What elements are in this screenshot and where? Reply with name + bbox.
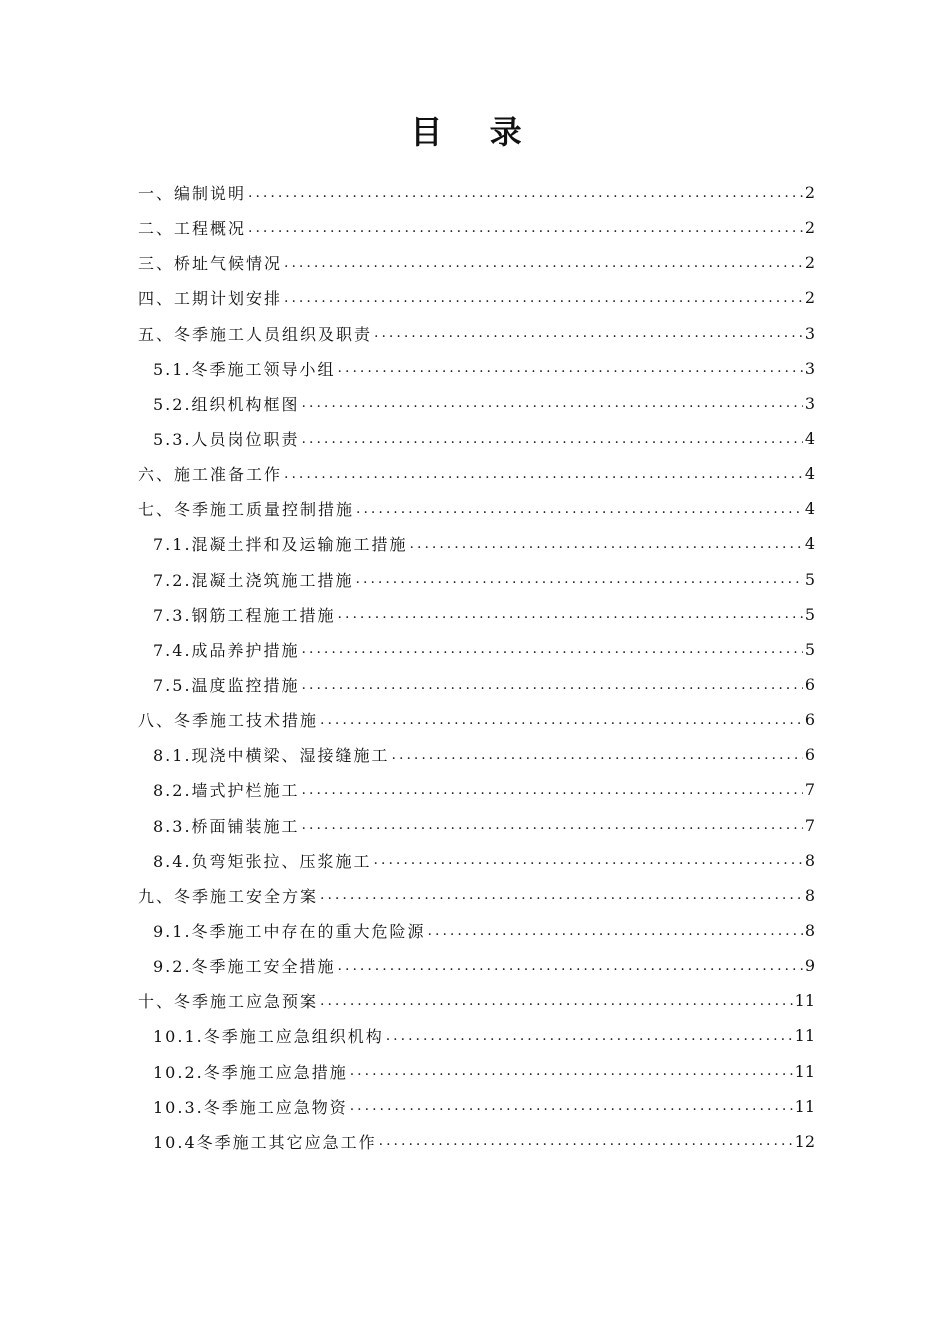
toc-leader-dots (338, 606, 803, 622)
toc-entry[interactable] (138, 702, 815, 737)
toc-leader-dots (320, 887, 803, 903)
toc-entry[interactable] (138, 491, 815, 526)
toc-entry[interactable] (138, 175, 815, 210)
toc-entry[interactable] (138, 948, 815, 983)
toc-entry[interactable] (138, 526, 815, 561)
toc-entry-page-number: 3 (804, 358, 815, 378)
toc-entry-page-number: 4 (804, 499, 815, 519)
toc-entry-label: 8.1.现浇中横梁、湿接缝施工 (153, 746, 390, 766)
toc-leader-dots (248, 220, 803, 236)
toc-entry-page-number: 5 (804, 569, 815, 589)
toc-entry-label: 十、冬季施工应急预案 (138, 992, 319, 1012)
toc-entry-label: 8.4.负弯矩张拉、压浆施工 (153, 851, 372, 871)
toc-leader-dots (374, 852, 803, 868)
toc-entry-page-number: 4 (804, 429, 815, 449)
toc-leader-dots (302, 395, 803, 411)
toc-entry-label: 一、编制说明 (138, 184, 247, 204)
toc-entry[interactable] (138, 632, 815, 667)
toc-entry-label: 七、冬季施工质量控制措施 (138, 500, 355, 520)
toc-leader-dots (320, 712, 803, 728)
toc-entry-label: 7.1.混凝土拌和及运输施工措施 (153, 535, 408, 555)
toc-entry-page-number: 7 (804, 815, 815, 835)
toc-entry-label: 9.1.冬季施工中存在的重大危险源 (153, 922, 426, 942)
toc-entry-page-number: 8 (804, 921, 815, 941)
toc-entry-label: 九、冬季施工安全方案 (138, 886, 319, 906)
toc-leader-dots (356, 571, 803, 587)
toc-entry-page-number: 2 (804, 288, 815, 308)
toc-entry-page-number: 2 (804, 183, 815, 203)
toc-entry[interactable] (138, 245, 815, 280)
toc-entry-label: 7.5.温度监控措施 (153, 676, 300, 696)
toc-entry[interactable] (138, 843, 815, 878)
toc-entry-page-number: 11 (794, 1061, 815, 1081)
toc-entry[interactable] (138, 878, 815, 913)
toc-entry-label: 四、工期计划安排 (138, 289, 283, 309)
toc-entry-page-number: 3 (804, 393, 815, 413)
toc-entry-label: 7.4.成品养护措施 (153, 640, 300, 660)
toc-entry-label: 5.1.冬季施工领导小组 (153, 359, 336, 379)
toc-entry-label: 8.2.墙式护栏施工 (153, 781, 300, 801)
toc-entry[interactable] (138, 597, 815, 632)
toc-leader-dots (320, 993, 793, 1009)
toc-entry-page-number: 7 (804, 780, 815, 800)
toc-leader-dots (248, 185, 803, 201)
toc-entry[interactable] (138, 456, 815, 491)
toc-leader-dots (392, 747, 803, 763)
toc-leader-dots (338, 958, 803, 974)
toc-entry[interactable] (138, 1124, 815, 1159)
toc-entry-page-number: 11 (794, 1096, 815, 1116)
toc-entry[interactable] (138, 386, 815, 421)
toc-entry[interactable] (138, 1018, 815, 1053)
toc-entry-page-number: 2 (804, 253, 815, 273)
toc-leader-dots (386, 1028, 793, 1044)
toc-leader-dots (374, 325, 803, 341)
toc-leader-dots (379, 1133, 793, 1149)
toc-entry[interactable] (138, 913, 815, 948)
toc-entry-page-number: 4 (804, 464, 815, 484)
toc-entry-label: 5.2.组织机构框图 (153, 394, 300, 414)
toc-leader-dots (302, 641, 803, 657)
toc-entry-page-number: 2 (804, 218, 815, 238)
toc-entry-label: 二、工程概况 (138, 219, 247, 239)
toc-leader-dots (284, 466, 803, 482)
toc-leader-dots (284, 290, 803, 306)
toc-entry[interactable] (138, 421, 815, 456)
toc-entry-label: 8.3.桥面铺装施工 (153, 816, 300, 836)
toc-leader-dots (428, 923, 803, 939)
toc-entry-label: 10.1.冬季施工应急组织机构 (153, 1027, 384, 1047)
toc-entry-label: 9.2.冬季施工安全措施 (153, 957, 336, 977)
toc-entry[interactable] (138, 772, 815, 807)
toc-entry-page-number: 5 (804, 639, 815, 659)
toc-entry-page-number: 9 (804, 956, 815, 976)
toc-entry-page-number: 11 (794, 991, 815, 1011)
toc-entry-page-number: 8 (804, 850, 815, 870)
toc-entry-label: 7.3.钢筋工程施工措施 (153, 605, 336, 625)
toc-entry-page-number: 4 (804, 534, 815, 554)
toc-entry-label: 7.2.混凝土浇筑施工措施 (153, 570, 354, 590)
toc-entry[interactable] (138, 280, 815, 315)
toc-leader-dots (302, 677, 803, 693)
toc-leader-dots (350, 1063, 793, 1079)
toc-entry-label: 10.3.冬季施工应急物资 (153, 1097, 348, 1117)
toc-entry-page-number: 3 (804, 323, 815, 343)
toc-entry-page-number: 12 (794, 1131, 815, 1151)
toc-entry[interactable] (138, 210, 815, 245)
toc-entry-page-number: 6 (804, 675, 815, 695)
toc-leader-dots (302, 782, 803, 798)
table-of-contents (138, 175, 815, 1159)
toc-entry[interactable] (138, 1089, 815, 1124)
toc-entry-label: 10.4冬季施工其它应急工作 (153, 1132, 377, 1152)
toc-leader-dots (338, 360, 803, 376)
toc-entry-page-number: 8 (804, 885, 815, 905)
toc-entry[interactable] (138, 983, 815, 1018)
toc-entry[interactable] (138, 351, 815, 386)
toc-entry-page-number: 6 (804, 745, 815, 765)
page-title: 目 录 (410, 113, 540, 151)
toc-leader-dots (302, 431, 803, 447)
toc-leader-dots (284, 255, 803, 271)
toc-entry-label: 六、施工准备工作 (138, 465, 283, 485)
toc-entry-label: 五、冬季施工人员组织及职责 (138, 324, 373, 344)
toc-entry-page-number: 11 (794, 1026, 815, 1046)
toc-entry[interactable] (138, 316, 815, 351)
toc-entry-page-number: 5 (804, 604, 815, 624)
toc-entry-label: 5.3.人员岗位职责 (153, 430, 300, 450)
toc-entry-label: 10.2.冬季施工应急措施 (153, 1062, 348, 1082)
toc-leader-dots (350, 1098, 793, 1114)
toc-entry[interactable] (138, 667, 815, 702)
toc-entry[interactable] (138, 808, 815, 843)
toc-entry-page-number: 6 (804, 710, 815, 730)
toc-entry-label: 三、桥址气候情况 (138, 254, 283, 274)
toc-leader-dots (356, 501, 803, 517)
toc-entry-label: 八、冬季施工技术措施 (138, 711, 319, 731)
toc-entry[interactable] (138, 737, 815, 772)
toc-leader-dots (410, 536, 803, 552)
toc-entry[interactable] (138, 1054, 815, 1089)
toc-entry[interactable] (138, 562, 815, 597)
toc-leader-dots (302, 817, 803, 833)
